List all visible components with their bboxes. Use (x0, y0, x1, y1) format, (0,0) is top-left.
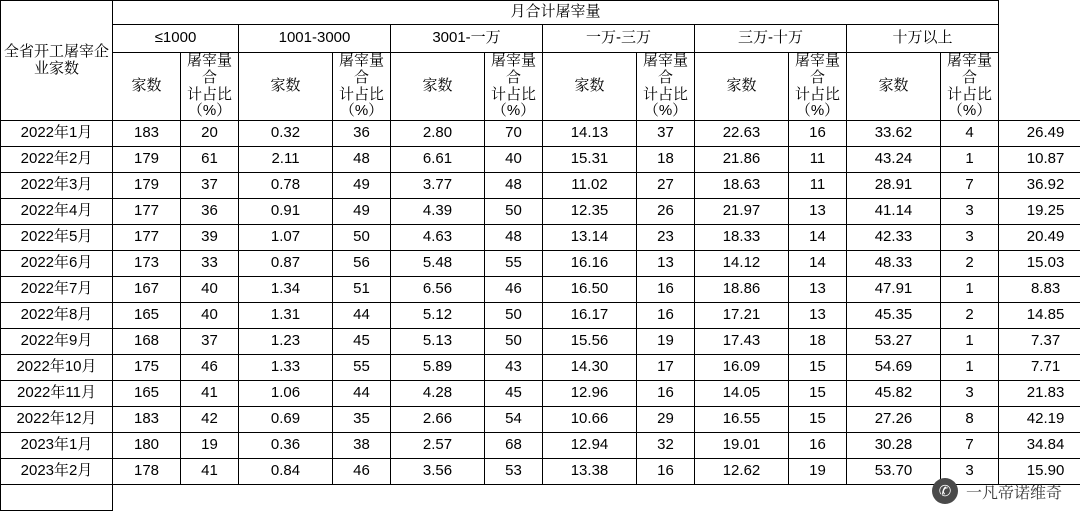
header-row-subheaders (1, 53, 1080, 121)
row-label: 2022年12月 (1, 407, 113, 433)
cell: 2 (941, 303, 999, 329)
row-label: 2022年7月 (1, 277, 113, 303)
cell: 6.56 (391, 277, 485, 303)
cell: 23 (637, 225, 695, 251)
cell: 10.87 (999, 147, 1080, 173)
cell: 4 (941, 121, 999, 147)
cell: 43 (485, 355, 543, 381)
cell: 0.32 (239, 121, 333, 147)
cell: 1 (941, 355, 999, 381)
cell: 4.63 (391, 225, 485, 251)
cell: 16 (789, 433, 847, 459)
watermark (932, 478, 1062, 504)
cell: 12.96 (543, 381, 637, 407)
row-label: 2022年6月 (1, 251, 113, 277)
subheader-count-over-100000: 家数 (847, 53, 941, 121)
cell: 11 (789, 173, 847, 199)
cell: 40 (181, 303, 239, 329)
cell: 0.69 (239, 407, 333, 433)
cell: 2.80 (391, 121, 485, 147)
group-header-1001-3000: 1001-3000 (239, 25, 391, 53)
cell: 54 (485, 407, 543, 433)
row-label: 2023年2月 (1, 459, 113, 485)
cell: 18.63 (695, 173, 789, 199)
cell: 12.62 (695, 459, 789, 485)
cell: 7.71 (999, 355, 1080, 381)
cell: 40 (181, 277, 239, 303)
subheader-pct-line1: 屠宰量合 (490, 52, 536, 86)
cell: 15.56 (543, 329, 637, 355)
cell: 50 (485, 199, 543, 225)
subheader-pct-over-100000 (941, 53, 999, 121)
subheader-pct-3001-10000 (485, 53, 543, 121)
cell: 3.56 (391, 459, 485, 485)
cell: 38 (333, 433, 391, 459)
cell: 16 (637, 277, 695, 303)
cell: 53.70 (847, 459, 941, 485)
group-header-le-1000: ≤1000 (113, 25, 239, 53)
cell: 51 (333, 277, 391, 303)
cell: 44 (333, 303, 391, 329)
cell: 13 (789, 303, 847, 329)
header-total-slaughter-volume: 月合计屠宰量 (113, 1, 999, 25)
cell: 3 (941, 199, 999, 225)
row-total: 183 (113, 121, 181, 147)
subheader-pct-line1: 屠宰量合 (794, 52, 840, 86)
row-label: 2022年8月 (1, 303, 113, 329)
cell: 42 (181, 407, 239, 433)
group-header-10000-30000: 一万-三万 (543, 25, 695, 53)
cell: 49 (333, 199, 391, 225)
cell: 26 (637, 199, 695, 225)
cell: 15.90 (999, 459, 1080, 485)
table-row (1, 381, 1080, 407)
cell: 19.01 (695, 433, 789, 459)
row-label: 2022年5月 (1, 225, 113, 251)
cell: 37 (181, 329, 239, 355)
row-total: 179 (113, 173, 181, 199)
cell: 48 (333, 147, 391, 173)
subheader-count-3001-10000: 家数 (391, 53, 485, 121)
cell: 50 (485, 303, 543, 329)
table-row (1, 303, 1080, 329)
header-row-groups (1, 25, 1080, 53)
cell: 5.89 (391, 355, 485, 381)
table-row (1, 199, 1080, 225)
cell: 45.82 (847, 381, 941, 407)
cell: 0.36 (239, 433, 333, 459)
row-label: 2022年10月 (1, 355, 113, 381)
cell: 1.06 (239, 381, 333, 407)
cell: 29 (637, 407, 695, 433)
cell: 3.77 (391, 173, 485, 199)
row-total: 178 (113, 459, 181, 485)
subheader-pct-line3: （%） (643, 102, 688, 120)
cell: 48 (485, 225, 543, 251)
cell: 46 (181, 355, 239, 381)
cell: 21.86 (695, 147, 789, 173)
cell: 55 (333, 355, 391, 381)
group-header-over-100000: 十万以上 (847, 25, 999, 53)
wechat-icon: ✆ (932, 478, 958, 504)
cell: 32 (637, 433, 695, 459)
cell: 11.02 (543, 173, 637, 199)
cell: 53 (485, 459, 543, 485)
cell: 35 (333, 407, 391, 433)
row-label: 2022年11月 (1, 381, 113, 407)
row-label: 2022年9月 (1, 329, 113, 355)
cell: 6.61 (391, 147, 485, 173)
cell: 41 (181, 381, 239, 407)
cell: 19 (637, 329, 695, 355)
cell: 18.86 (695, 277, 789, 303)
cell: 46 (485, 277, 543, 303)
subheader-pct-line3: （%） (339, 102, 384, 120)
cell: 16.55 (695, 407, 789, 433)
row-total: 175 (113, 355, 181, 381)
cell: 53.27 (847, 329, 941, 355)
cell: 19.25 (999, 199, 1080, 225)
cell: 5.13 (391, 329, 485, 355)
table-row (1, 355, 1080, 381)
cell: 5.48 (391, 251, 485, 277)
cell: 1.34 (239, 277, 333, 303)
cell: 14.12 (695, 251, 789, 277)
cell: 1 (941, 277, 999, 303)
cell: 2.11 (239, 147, 333, 173)
cell: 1 (941, 147, 999, 173)
subheader-pct-line3: （%） (187, 102, 232, 120)
cell: 17.21 (695, 303, 789, 329)
subheader-pct-10000-30000 (637, 53, 695, 121)
cell: 7 (941, 433, 999, 459)
cell: 15.31 (543, 147, 637, 173)
cell: 41 (181, 459, 239, 485)
cell: 8 (941, 407, 999, 433)
cell: 19 (789, 459, 847, 485)
cell: 8.83 (999, 277, 1080, 303)
cell: 48.33 (847, 251, 941, 277)
subheader-pct-le-1000 (181, 53, 239, 121)
cell: 33 (181, 251, 239, 277)
row-total: 180 (113, 433, 181, 459)
subheader-pct-line3: （%） (795, 102, 840, 120)
cell: 21.83 (999, 381, 1080, 407)
table-row (1, 251, 1080, 277)
header-row-top (1, 1, 1080, 25)
cell: 14.30 (543, 355, 637, 381)
cell: 61 (181, 147, 239, 173)
cell: 13 (637, 251, 695, 277)
row-label: 2023年1月 (1, 433, 113, 459)
cell: 43.24 (847, 147, 941, 173)
cell: 30.28 (847, 433, 941, 459)
cell: 1.33 (239, 355, 333, 381)
cell: 15.03 (999, 251, 1080, 277)
cell: 0.91 (239, 199, 333, 225)
table-row (1, 407, 1080, 433)
cell: 4.39 (391, 199, 485, 225)
row-total: 165 (113, 381, 181, 407)
cell: 36 (181, 199, 239, 225)
cell: 44 (333, 381, 391, 407)
cell: 13.14 (543, 225, 637, 251)
cell: 12.35 (543, 199, 637, 225)
cell: 7 (941, 173, 999, 199)
cell: 14.05 (695, 381, 789, 407)
subheader-pct-line1: 屠宰量合 (338, 52, 384, 86)
row-label: 2022年1月 (1, 121, 113, 147)
cell: 39 (181, 225, 239, 251)
cell: 16.16 (543, 251, 637, 277)
subheader-pct-line2: 计占比 (186, 85, 232, 103)
cell: 19 (181, 433, 239, 459)
watermark-text: 一凡帝诺维奇 (965, 484, 1062, 502)
subheader-count-le-1000: 家数 (113, 53, 181, 121)
cell: 13 (789, 199, 847, 225)
subheader-pct-line2: 计占比 (338, 85, 384, 103)
row-total: 179 (113, 147, 181, 173)
subheader-count-1001-3000: 家数 (239, 53, 333, 121)
cell: 41.14 (847, 199, 941, 225)
table-row (1, 225, 1080, 251)
cell: 20.49 (999, 225, 1080, 251)
cell: 37 (181, 173, 239, 199)
cell: 16.09 (695, 355, 789, 381)
cell: 1.07 (239, 225, 333, 251)
cell: 37 (637, 121, 695, 147)
cell: 4.28 (391, 381, 485, 407)
cell: 20 (181, 121, 239, 147)
row-total: 177 (113, 225, 181, 251)
cell: 14.13 (543, 121, 637, 147)
cell: 16.50 (543, 277, 637, 303)
row-total: 167 (113, 277, 181, 303)
cell: 55 (485, 251, 543, 277)
cell: 45 (485, 381, 543, 407)
cell: 14 (789, 225, 847, 251)
cell: 0.78 (239, 173, 333, 199)
cell: 15 (789, 407, 847, 433)
cell: 2.66 (391, 407, 485, 433)
cell: 1.23 (239, 329, 333, 355)
row-label: 2022年3月 (1, 173, 113, 199)
group-header-3001-10000: 3001-一万 (391, 25, 543, 53)
subheader-pct-line2: 计占比 (642, 85, 688, 103)
cell: 13.38 (543, 459, 637, 485)
table-row (1, 329, 1080, 355)
cell: 16 (637, 303, 695, 329)
cell: 50 (333, 225, 391, 251)
cell: 16 (637, 459, 695, 485)
cell: 0.84 (239, 459, 333, 485)
cell: 3 (941, 225, 999, 251)
cell: 46 (333, 459, 391, 485)
cell: 21.97 (695, 199, 789, 225)
cell: 1 (941, 329, 999, 355)
cell: 0.87 (239, 251, 333, 277)
cell: 10.66 (543, 407, 637, 433)
cell: 36 (333, 121, 391, 147)
cell: 70 (485, 121, 543, 147)
cell: 13 (789, 277, 847, 303)
cell: 27.26 (847, 407, 941, 433)
cell: 54.69 (847, 355, 941, 381)
group-header-30000-100000: 三万-十万 (695, 25, 847, 53)
cell: 14 (789, 251, 847, 277)
table-row (1, 147, 1080, 173)
subheader-pct-line3: （%） (491, 102, 536, 120)
cell: 15 (789, 381, 847, 407)
row-label: 2022年4月 (1, 199, 113, 225)
row-total: 183 (113, 407, 181, 433)
row-total: 168 (113, 329, 181, 355)
subheader-pct-line2: 计占比 (947, 85, 993, 103)
cell: 42.19 (999, 407, 1080, 433)
cell: 68 (485, 433, 543, 459)
cell: 3 (941, 381, 999, 407)
cell: 27 (637, 173, 695, 199)
cell: 16.17 (543, 303, 637, 329)
table-row (1, 277, 1080, 303)
cell: 15 (789, 355, 847, 381)
cell: 3 (941, 459, 999, 485)
cell: 33.62 (847, 121, 941, 147)
cell: 34.84 (999, 433, 1080, 459)
cell: 28.91 (847, 173, 941, 199)
cell: 40 (485, 147, 543, 173)
cell: 47.91 (847, 277, 941, 303)
cell: 11 (789, 147, 847, 173)
row-total: 165 (113, 303, 181, 329)
cell: 2 (941, 251, 999, 277)
row-label: 2022年2月 (1, 147, 113, 173)
footer-area (0, 448, 1080, 518)
cell: 17.43 (695, 329, 789, 355)
cell: 16 (789, 121, 847, 147)
cell: 17 (637, 355, 695, 381)
cell: 36.92 (999, 173, 1080, 199)
cell: 2.57 (391, 433, 485, 459)
cell: 12.94 (543, 433, 637, 459)
subheader-pct-line3: （%） (947, 102, 992, 120)
subheader-count-30000-100000: 家数 (695, 53, 789, 121)
cell: 5.12 (391, 303, 485, 329)
subheader-count-10000-30000: 家数 (543, 53, 637, 121)
table-row (1, 121, 1080, 147)
cell: 16 (637, 381, 695, 407)
cell: 26.49 (999, 121, 1080, 147)
cell: 18.33 (695, 225, 789, 251)
cell: 42.33 (847, 225, 941, 251)
cell: 49 (333, 173, 391, 199)
cell: 14.85 (999, 303, 1080, 329)
subheader-pct-line1: 屠宰量合 (947, 52, 993, 86)
subheader-pct-30000-100000 (789, 53, 847, 121)
subheader-pct-line2: 计占比 (794, 85, 840, 103)
subheader-pct-line1: 屠宰量合 (186, 52, 232, 86)
cell: 18 (637, 147, 695, 173)
cell: 1.31 (239, 303, 333, 329)
cell: 56 (333, 251, 391, 277)
corner-header-enterprise-count: 全省开工屠宰企业家数 (1, 1, 113, 121)
table-row (1, 173, 1080, 199)
cell: 45.35 (847, 303, 941, 329)
cell: 48 (485, 173, 543, 199)
row-total: 177 (113, 199, 181, 225)
cell: 18 (789, 329, 847, 355)
cell: 45 (333, 329, 391, 355)
subheader-pct-line1: 屠宰量合 (642, 52, 688, 86)
cell: 22.63 (695, 121, 789, 147)
row-total: 173 (113, 251, 181, 277)
subheader-pct-line2: 计占比 (490, 85, 536, 103)
cell: 7.37 (999, 329, 1080, 355)
cell: 50 (485, 329, 543, 355)
subheader-pct-1001-3000 (333, 53, 391, 121)
